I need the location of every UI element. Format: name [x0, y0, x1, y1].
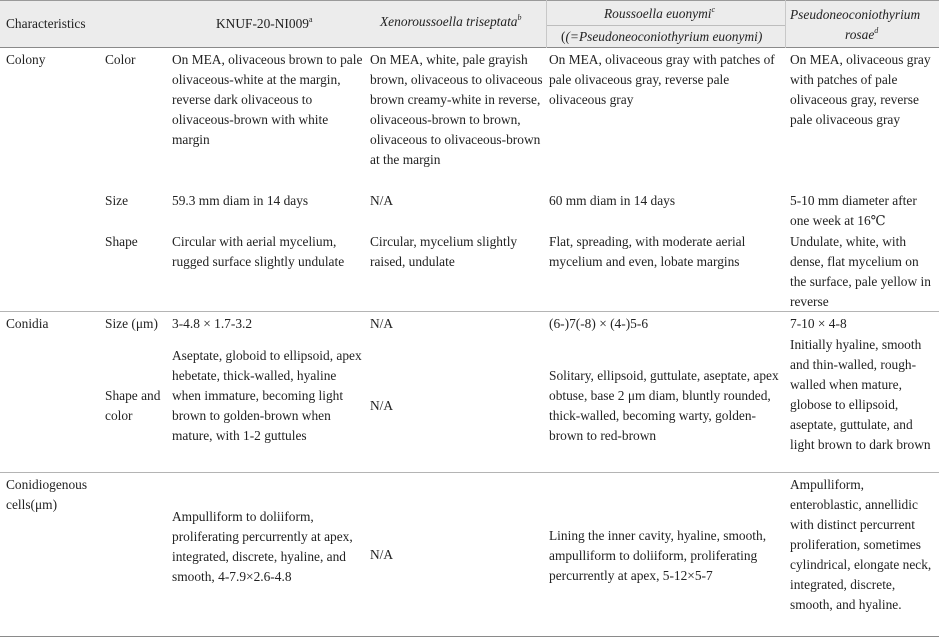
colony-shape-knuf: Circular with aerial mycelium, rugged surface slightly undulate [172, 234, 345, 269]
column-divider [785, 0, 786, 48]
column-divider [546, 0, 547, 48]
header-xeno [380, 12, 522, 32]
header-xeno-sup: b [517, 13, 522, 22]
colony-label: Colony [6, 52, 46, 67]
header-sub-rule [546, 25, 785, 26]
header-xeno-text: Xenoroussoella triseptata [380, 14, 518, 29]
header-knuf-text: KNUF-20-NI009 [216, 16, 309, 31]
conidiogenous-pseudo: Ampulliform, enteroblastic, annellidic with distinct percurrent proliferation, sometimes cylindrical, elongate neck, integrated, discrete, smooth, and hyaline. [790, 477, 932, 612]
conidiogenous-label: Conidiogenous cells(μm) [6, 477, 88, 512]
colony-shape-xeno: Circular, mycelium slightly raised, undulate [370, 234, 518, 269]
header-characteristics: Characteristics [6, 16, 86, 31]
colony-color-rous: On MEA, olivaceous gray with patches of pale olivaceous gray, reverse pale olivaceous gray [549, 52, 775, 107]
colony-color-xeno: On MEA, white, pale grayish brown, olivaceous to olivaceous brown creamy-white in reverse, olivaceous-brown to brown, olivaceous to olivaceous-brown at the margin [370, 52, 543, 167]
conidiogenous-knuf: Ampulliform to doliiform, proliferating percurrently at apex, integrated, discrete, hyaline, and smooth, 4-7.9×2.6-4.8 [172, 509, 353, 584]
top-rule [0, 0, 939, 1]
header-pseudo-line1: Pseudoneoconiothyrium [790, 7, 921, 22]
conidia-size-rous: (6-)7(-8) × (4-)5-6 [549, 316, 649, 331]
colony-size-rous: 60 mm diam in 14 days [549, 193, 676, 208]
colony-shape-rous: Flat, spreading, with moderate aerial mycelium and even, lobate margins [549, 234, 746, 269]
conidiogenous-xeno: N/A [370, 547, 394, 562]
colony-color-knuf: On MEA, olivaceous brown to pale olivaceous-white at the margin, reverse dark olivaceous to olivaceous-brown with white margin [172, 52, 363, 147]
conidia-size-xeno: N/A [370, 316, 394, 331]
header-knuf-sup: a [308, 15, 313, 24]
colony-size-label: Size [105, 193, 129, 208]
conidia-shape-rous: Solitary, ellipsoid, guttulate, aseptate, apex obtuse, base 2 μm diam, bluntly rounded, thick-walled, becoming warty, golden-brown to red-brown [549, 368, 779, 443]
colony-shape-label: Shape [105, 234, 138, 249]
header-rous [604, 4, 715, 24]
conidia-shape-knuf: Aseptate, globoid to ellipsoid, apex hebetate, thick-walled, hyaline when immature, becoming light brown to golden-brown when mature, with 1-2 guttules [172, 348, 362, 443]
conidiogenous-rous: Lining the inner cavity, hyaline, smooth, ampulliform to doliiform, proliferating percurrently at apex, 5-12×5-7 [549, 528, 767, 583]
colony-size-xeno: N/A [370, 193, 394, 208]
conidia-shape-xeno: N/A [370, 398, 394, 413]
conidia-shape-pseudo: Initially hyaline, smooth and thin-walled, rough-walled when mature, globose to ellipsoid, aseptate, guttulate, and light brown to dark brown [790, 337, 931, 452]
header-pseudo-sup: d [874, 26, 879, 35]
header-rous-synonym: ((=Pseudoneoconiothyrium euonymi) [561, 29, 763, 44]
header-pseudo-line2-text: rosae [845, 27, 875, 42]
header-rous-text: Roussoella euonymi [604, 6, 712, 21]
conidia-size-pseudo: 7-10 × 4-8 [790, 316, 847, 331]
conidia-label: Conidia [6, 316, 49, 331]
header-rous-syn: (=Pseudoneoconiothyrium euonymi) [565, 29, 763, 44]
colony-size-knuf: 59.3 mm diam in 14 days [172, 193, 309, 208]
header-knuf [216, 14, 313, 34]
conidia-size-label: Size (μm) [105, 316, 158, 331]
colony-shape-pseudo: Undulate, white, with dense, flat mycelium on the surface, pale yellow in reverse [790, 234, 931, 309]
colony-size-pseudo: 5-10 mm diameter after one week at 16℃ [790, 193, 917, 228]
colony-color-pseudo: On MEA, olivaceous gray with patches of pale olivaceous gray, reverse pale olivaceous gray [790, 52, 931, 127]
header-rous-sup: c [711, 5, 716, 14]
header-pseudo-line2 [845, 25, 878, 45]
colony-color-label: Color [105, 52, 136, 67]
header-rule [0, 47, 939, 48]
conidia-size-knuf: 3-4.8 × 1.7-3.2 [172, 316, 253, 331]
conidia-shape-label: Shape and color [105, 388, 161, 423]
conidia-group-divider [0, 472, 939, 473]
